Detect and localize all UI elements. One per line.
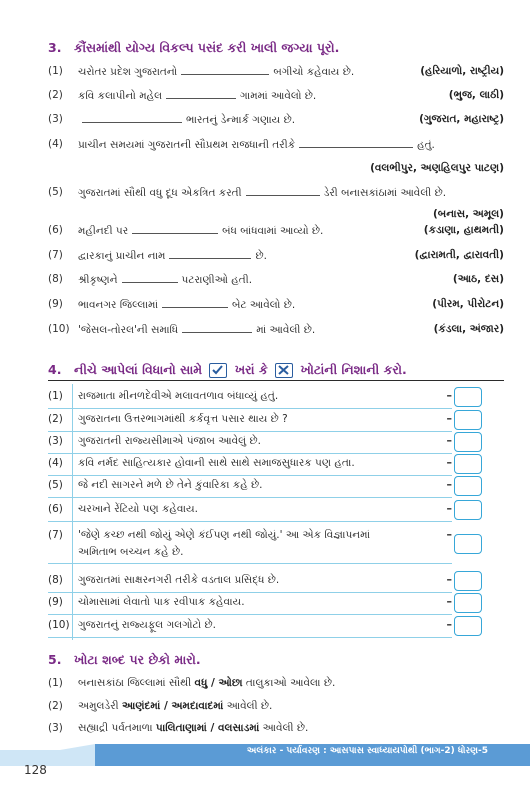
answer-blank[interactable] — [162, 297, 228, 308]
s5-item-suffix: આવેલી છે. — [223, 700, 273, 712]
row-separator — [48, 563, 452, 564]
answer-box[interactable] — [454, 476, 482, 496]
page-number: 128 — [24, 763, 47, 777]
s3-item-suffix: બગીચો કહેવાય છે. — [273, 66, 355, 78]
answer-blank[interactable] — [132, 223, 218, 234]
footer-title: અલંકાર - પર્યાવરણ : આસપાસ સ્વાધ્યાયપોથી (ભાગ-2) ધોરણ-5 — [246, 746, 488, 756]
row-separator — [48, 431, 452, 432]
s3-item-number: (6) — [48, 224, 63, 236]
answer-box[interactable] — [454, 454, 482, 474]
s4-statement — [78, 389, 278, 403]
s3-item-text — [78, 272, 252, 287]
s3-item-number: (5) — [48, 186, 63, 198]
section-5-title — [48, 652, 201, 668]
s3-item-text — [78, 248, 267, 263]
row-separator — [48, 453, 452, 454]
s3-item-prefix: 'જેસલ-તોરલ'ની સમાધિ — [78, 324, 179, 336]
s3-item-suffix: બેટ આવેલો છે. — [232, 299, 296, 311]
s4-statement-line: રાજમાતા મીનળદેવીએ મલાવતળાવ બંધાવ્યું હતું. — [78, 390, 279, 402]
s3-item-text — [78, 185, 446, 200]
section-3-title — [48, 40, 339, 56]
s3-item-options: (ગુજરાત, મહારાષ્ટ્ર) — [419, 113, 504, 125]
s3-item-suffix: પટરાણીઓ હતી. — [181, 274, 253, 286]
s3-item-prefix: ભાવનગર જિલ્લામાં — [78, 299, 159, 311]
s3-item-text — [78, 64, 354, 79]
s4-statement — [78, 478, 262, 492]
answer-dash: – — [446, 502, 452, 515]
s4-item-number: (5) — [48, 479, 63, 491]
s3-item-number: (7) — [48, 249, 63, 261]
row-separator — [48, 497, 452, 498]
s3-item-number: (8) — [48, 273, 63, 285]
answer-blank[interactable] — [299, 137, 413, 148]
s5-item-prefix: બનાસકાંઠા જિલ્લામાં સૌથી — [78, 677, 195, 689]
s5-item-text — [78, 699, 272, 713]
s3-item-text — [78, 322, 315, 337]
s3-item-prefix: મહીનદી પર — [78, 225, 129, 237]
answer-box[interactable] — [454, 500, 482, 520]
word-choice[interactable]: વધુ / ઓછા — [194, 677, 243, 689]
s4-statement-line: ગુજરાતનું રાજ્યફૂલ ગલગોટો છે. — [78, 619, 217, 631]
s5-item-suffix: આવેલી છે. — [259, 722, 309, 734]
row-separator — [48, 614, 452, 615]
s4-item-number: (9) — [48, 596, 63, 608]
answer-box[interactable] — [454, 593, 482, 613]
s3-item-options: (વલભીપુર, અણહિલપુર પાટણ) — [370, 162, 504, 174]
answer-blank[interactable] — [182, 322, 252, 333]
s5-item-text — [78, 721, 308, 735]
row-separator — [48, 592, 452, 593]
s4-statement-line: ગુજરાતમાં સાક્ષરનગરી તરીકે વડતાલ પ્રસિદ્ધ છે. — [78, 574, 280, 586]
answer-dash: – — [446, 478, 452, 491]
s3-item-prefix: દ્વારકાનું પ્રાચીન નામ — [78, 250, 166, 262]
s3-item-suffix: છે. — [255, 250, 267, 262]
s5-item-prefix: સહ્યાદ્રી પર્વતમાળા — [78, 722, 156, 734]
s4-item-number: (3) — [48, 435, 63, 447]
answer-blank[interactable] — [181, 64, 269, 75]
answer-blank[interactable] — [166, 88, 236, 99]
section-4-number: 4. — [48, 362, 62, 377]
s3-item-suffix: બંધ બાંધવામાં આવ્યો છે. — [222, 225, 324, 237]
section-4-title — [48, 362, 407, 378]
s3-item-number: (2) — [48, 89, 63, 101]
s3-item-options: (આઠ, દસ) — [452, 273, 504, 285]
s3-item-options: (ભુજ, લાઠી) — [448, 89, 504, 101]
s4-statement — [78, 595, 245, 609]
s3-item-number: (9) — [48, 298, 63, 310]
section-5-heading: ખોટા શબ્દ પર છેકો મારો. — [74, 652, 201, 667]
section-4-heading-c: ખોટાંની નિશાની કરો. — [300, 362, 407, 377]
s5-item-number: (2) — [48, 700, 63, 712]
s4-statement — [78, 456, 355, 470]
section-4-heading-a: નીચે આપેલાં વિધાનો સામે — [74, 362, 203, 377]
s4-statement — [78, 502, 198, 516]
s3-item-options: (કંડલા, અંજાર) — [433, 323, 504, 335]
section-4-heading-b: ખરાં કે — [234, 362, 268, 377]
s4-statement-line: કવિ નર્મદ સાહિત્યકાર હોવાની સાથે સાથે સમાજસુધારક પણ હતા. — [78, 457, 355, 469]
s4-statement-line: અમિતાભ બચ્ચન કહે છે. — [78, 546, 184, 558]
answer-box[interactable] — [454, 571, 482, 591]
answer-blank[interactable] — [122, 272, 178, 283]
s4-item-number: (10) — [48, 619, 70, 631]
answer-box[interactable] — [454, 387, 482, 407]
s4-statement — [78, 434, 261, 448]
row-separator — [48, 475, 452, 476]
answer-blank[interactable] — [246, 185, 320, 196]
section-4-rule — [48, 380, 504, 381]
section-3-heading: કૌંસમાંથી યોગ્ય વિકલ્પ પસંદ કરી ખાલી જગ્યા પૂરો. — [74, 40, 340, 55]
answer-dash: – — [446, 412, 452, 425]
s3-item-options: (હરિયાળો, રાષ્ટ્રીય) — [420, 65, 504, 77]
s3-item-options: (કડાણા, હાથમતી) — [423, 224, 504, 236]
s3-item-number: (10) — [48, 323, 70, 335]
s4-item-number: (7) — [48, 529, 63, 541]
check-icon — [209, 363, 227, 378]
row-separator — [48, 637, 452, 638]
s4-item-number: (8) — [48, 574, 63, 586]
s4-statement-line: ગુજરાતના ઉત્તરભાગમાંથી કર્કવૃત્ત પસાર થાય છે ? — [78, 413, 288, 425]
s3-item-options: (દ્વારામતી, દ્વારાવતી) — [414, 249, 504, 261]
answer-dash: – — [446, 528, 452, 541]
answer-dash: – — [446, 618, 452, 631]
s3-item-options: (બનાસ, અમૂલ) — [432, 208, 504, 220]
s3-item-suffix: ભારતનું ડેન્માર્ક ગણાય છે. — [186, 114, 296, 126]
s4-statement-line: ગુજરાતની રાજ્યસીમાએ પંજાબ આવેલું છે. — [78, 435, 261, 447]
s3-item-suffix: ગામમાં આવેલો છે. — [240, 90, 317, 102]
word-choice[interactable]: આણંદમાં / અમદાવાદમાં — [121, 700, 224, 712]
cross-icon — [275, 363, 293, 378]
row-separator — [48, 521, 452, 522]
s5-item-suffix: તાલુકાઓ આવેલા છે. — [242, 677, 336, 689]
s3-item-prefix: શ્રીકૃષ્ણને — [78, 274, 118, 286]
s3-item-prefix: ચરોતર પ્રદેશ ગુજરાતનો — [78, 66, 178, 78]
word-choice[interactable]: પાલિતાણામાં / વલસાડમાં — [155, 722, 260, 734]
answer-box[interactable] — [454, 432, 482, 452]
s3-item-number: (1) — [48, 65, 63, 77]
row-separator — [48, 408, 452, 409]
s3-item-text — [78, 112, 295, 127]
s4-statement-line: ચરખાને રેંટિયો પણ કહેવાય. — [78, 503, 198, 515]
section-5-number: 5. — [48, 652, 62, 667]
answer-dash: – — [446, 595, 452, 608]
answer-dash: – — [446, 434, 452, 447]
s4-statement — [78, 573, 279, 587]
s4-statement — [78, 528, 370, 559]
answer-blank[interactable] — [82, 112, 182, 123]
s3-item-prefix: કવિ કલાપીનો મહેલ — [78, 90, 163, 102]
answer-dash: – — [446, 389, 452, 402]
s3-item-suffix: હતું. — [417, 139, 435, 151]
s3-item-text — [78, 137, 504, 152]
s3-item-text — [78, 223, 323, 238]
s3-item-text — [78, 88, 316, 103]
s4-item-number: (2) — [48, 413, 63, 425]
answer-blank[interactable] — [169, 248, 251, 259]
s3-item-prefix: પ્રાચીન સમયમાં ગુજરાતની સૌપ્રથમ રાજધાની તરીકે — [78, 139, 296, 151]
s3-item-text — [78, 297, 295, 312]
s4-item-number: (4) — [48, 457, 63, 469]
s4-statement-line: 'જેણે કચ્છ નથી જોયું એણે કંઈપણ નથી જોયું.' આ એક વિજ્ઞાપનમાં — [78, 529, 371, 541]
s4-statement-line: જે નદી સાગરને મળે છે તેને કુંવારિકા કહે છે. — [78, 479, 263, 491]
list-divider — [72, 384, 73, 640]
answer-box[interactable] — [454, 534, 482, 554]
answer-dash: – — [446, 573, 452, 586]
s5-item-number: (1) — [48, 677, 63, 689]
s5-item-number: (3) — [48, 722, 63, 734]
answer-box[interactable] — [454, 616, 482, 636]
s3-item-suffix: ડેરી બનાસકાંઠામાં આવેલી છે. — [323, 187, 447, 199]
s4-item-number: (6) — [48, 503, 63, 515]
s4-statement — [78, 412, 288, 426]
s4-statement — [78, 618, 216, 632]
answer-box[interactable] — [454, 410, 482, 430]
s3-item-number: (3) — [48, 113, 63, 125]
s4-statement-line: ચોમાસામાં લેવાતો પાક રવીપાક કહેવાય. — [78, 596, 245, 608]
s5-item-text — [78, 676, 335, 690]
s3-item-suffix: માં આવેલી છે. — [256, 324, 316, 336]
s3-item-prefix: ગુજરાતમાં સૌથી વધુ દૂધ એકત્રિત કરતી — [78, 187, 242, 199]
s4-item-number: (1) — [48, 390, 63, 402]
s3-item-number: (4) — [48, 138, 63, 150]
s3-item-options: (પીરમ, પીરોટન) — [432, 298, 504, 310]
section-3-number: 3. — [48, 40, 62, 55]
s5-item-prefix: અમુલડેરી — [78, 700, 122, 712]
answer-dash: – — [446, 456, 452, 469]
